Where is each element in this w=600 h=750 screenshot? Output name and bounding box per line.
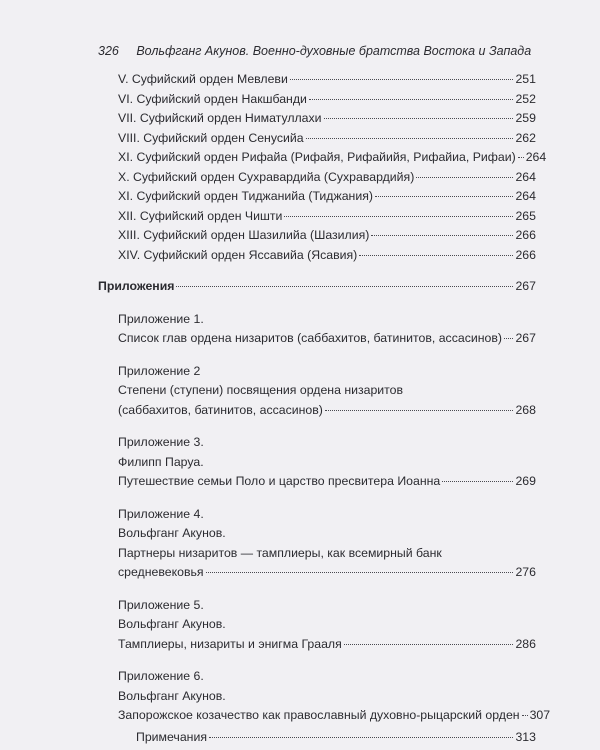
dot-leader [284, 216, 513, 217]
appendix-1[interactable] [98, 310, 536, 349]
toc-entry[interactable] [98, 70, 536, 90]
appendix-page: 307 [529, 708, 551, 722]
dot-leader [176, 286, 513, 287]
dot-leader [206, 572, 514, 573]
toc-entry-page: 265 [515, 208, 536, 223]
toc-section-appendices[interactable] [98, 277, 536, 297]
running-header [98, 44, 538, 58]
appendix-title: Партнеры низаритов — тамплиеры, как всемирный банк [118, 545, 442, 560]
appendix-page: 286 [515, 636, 536, 651]
toc-entry[interactable] [98, 90, 536, 110]
appendix-author: Вольфганг Акунов. [118, 526, 226, 540]
appendix-4[interactable] [98, 505, 536, 583]
toc-entry-title: Примечания [136, 729, 207, 744]
toc-entry-page: 251 [515, 72, 536, 86]
dot-leader [344, 644, 514, 645]
dot-leader [416, 177, 513, 178]
appendix-title-row [118, 329, 536, 349]
header-page-number: 326 [98, 44, 119, 58]
appendix-author: Вольфганг Акунов. [118, 617, 226, 631]
toc-entry[interactable] [98, 129, 536, 149]
toc-section-page: 267 [515, 279, 536, 293]
toc-entry-title: VI. Суфийский орден Накшбанди [118, 91, 307, 106]
dot-leader [290, 79, 514, 80]
appendix-title-row [118, 635, 536, 655]
toc-entry-title: VIII. Суфийский орден Сенусийа [118, 130, 304, 145]
appendix-title-row [118, 472, 536, 492]
appendix-page: 269 [515, 474, 536, 488]
appendix-title: Тамплиеры, низариты и энигма Грааля [118, 636, 342, 651]
appendix-title: Степени (ступени) посвящения ордена низаритов [118, 383, 404, 397]
header-running-title: Вольфганг Акунов. Военно-духовные братства Востока и Запада [136, 44, 532, 58]
toc-entry-title: XII. Суфийский орден Чишти [118, 208, 283, 223]
appendix-title-cont: (саббахитов, батинитов, ассасинов) [118, 402, 323, 417]
toc-entry[interactable] [98, 207, 536, 227]
dot-leader [309, 99, 514, 100]
appendix-3[interactable] [98, 433, 536, 492]
dot-leader [371, 235, 513, 236]
toc-entry-page: 264 [515, 169, 536, 184]
dot-leader [209, 737, 513, 738]
toc-entry-page: 266 [515, 247, 536, 262]
table-of-contents [98, 70, 551, 747]
appendix-title-cont: средневековья [118, 565, 204, 579]
toc-entry-title: V. Суфийский орден Мевлеви [118, 72, 288, 86]
appendix-title: Список глав ордена низаритов (саббахитов, батинитов, ассасинов) [118, 331, 502, 345]
toc-entry-title: XI. Суфийский орден Рифайа (Рифайя, Рифайийя, Рифайиа, Рифаи) [118, 150, 516, 164]
dot-leader [504, 338, 513, 339]
dot-leader [306, 138, 514, 139]
toc-entry[interactable] [98, 246, 536, 266]
toc-entry-page: 264 [515, 189, 536, 203]
toc-entry-notes[interactable] [98, 728, 536, 748]
toc-entry-title: VII. Суфийский орден Ниматуллахи [118, 111, 322, 125]
dot-leader [518, 157, 524, 158]
appendix-page: 276 [515, 565, 536, 579]
appendix-page: 267 [515, 331, 536, 345]
appendix-6[interactable] [98, 667, 551, 726]
appendix-title-row [118, 563, 536, 583]
dot-leader [375, 196, 514, 197]
appendix-page: 268 [515, 402, 536, 417]
toc-section-title: Приложения [98, 279, 175, 293]
toc-entry-page: 259 [515, 111, 536, 125]
appendix-2[interactable] [98, 362, 536, 421]
toc-entry[interactable] [98, 148, 547, 168]
toc-entry[interactable] [98, 187, 536, 207]
toc-entry-page: 252 [515, 91, 536, 106]
appendix-label: Приложение 6. [118, 669, 204, 683]
toc-entry-title: XIV. Суфийский орден Яссавийа (Ясавия) [118, 247, 358, 262]
toc-entry[interactable] [98, 109, 536, 129]
toc-entry-page: 262 [515, 130, 536, 145]
appendix-author: Филипп Паруа. [118, 454, 204, 469]
toc-entry-title: XI. Суфийский орден Тиджанийа (Тиджания) [118, 189, 373, 203]
appendix-title-row [118, 706, 551, 726]
toc-entry-page: 264 [525, 150, 547, 164]
appendix-label: Приложение 5. [118, 597, 204, 612]
dot-leader [359, 255, 513, 256]
toc-entry-page: 313 [515, 729, 536, 744]
dot-leader [325, 410, 514, 411]
appendix-label: Приложение 1. [118, 311, 204, 326]
toc-entry-title: XIII. Суфийский орден Шазилийа (Шазилия) [118, 228, 370, 242]
appendix-title-row [118, 401, 536, 421]
appendix-5[interactable] [98, 596, 536, 655]
appendix-label: Приложение 2 [118, 363, 201, 378]
appendix-label: Приложение 3. [118, 435, 204, 449]
toc-entry-title: X. Суфийский орден Сухравардийа (Сухравардийя) [118, 169, 415, 184]
dot-leader [442, 481, 513, 482]
toc-entry-page: 266 [515, 228, 536, 242]
appendix-title: Запорожское козачество как православный духовно-рыцарский орден [118, 708, 520, 722]
appendix-label: Приложение 4. [118, 506, 204, 521]
toc-entry[interactable] [98, 226, 536, 246]
appendix-author: Вольфганг Акунов. [118, 688, 226, 703]
dot-leader [522, 715, 528, 716]
toc-entry[interactable] [98, 168, 536, 188]
appendix-title: Путешествие семьи Поло и царство пресвитера Иоанна [118, 474, 441, 488]
dot-leader [324, 118, 514, 119]
